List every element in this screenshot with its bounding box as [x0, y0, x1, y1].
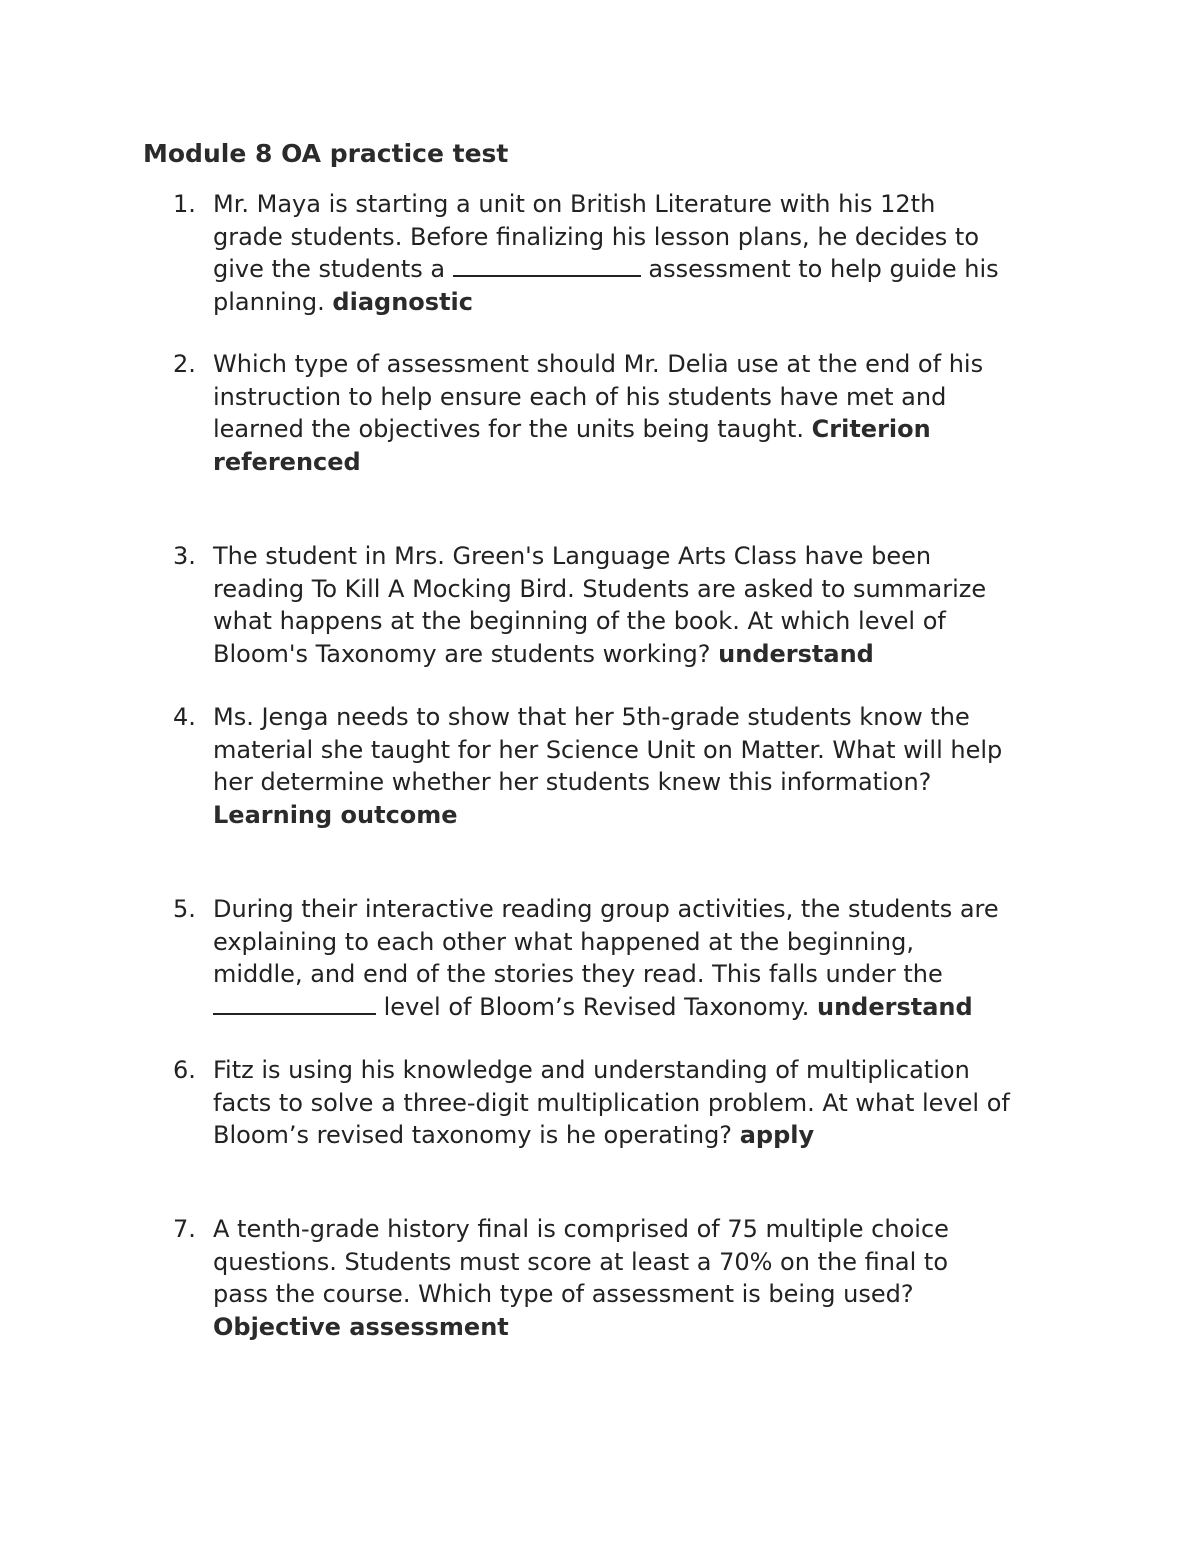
- question-text-line: explaining to each other what happened at the beginning,: [213, 927, 914, 956]
- question-text-line: Fitz is using his knowledge and understanding of multiplication: [213, 1056, 970, 1084]
- question-number: 1.: [173, 190, 196, 218]
- question-text-line: During their interactive reading group activities, the students are: [213, 895, 999, 923]
- document-title: Module 8 OA practice test: [143, 139, 509, 168]
- question-text-line: questions. Students must score at least a 70% on the final to: [213, 1247, 949, 1276]
- answer-text: apply: [739, 1121, 815, 1149]
- question-text: give the students a: [213, 255, 446, 283]
- answer-text: understand: [816, 992, 973, 1021]
- answer-text: Objective assessment: [213, 1312, 509, 1341]
- question-text-line: [213, 1119, 1083, 1152]
- answer-text: understand: [718, 639, 874, 668]
- question-text-line: Which type of assessment should Mr. Delia use at the end of his: [213, 350, 984, 378]
- question-text-line: [213, 413, 1083, 446]
- question-text-line: grade students. Before finalizing his lesson plans, he decides to: [213, 222, 980, 251]
- question-text-line: reading To Kill A Mocking Bird. Students are asked to summarize: [213, 574, 987, 603]
- question-text-line: [213, 286, 1083, 319]
- question-3: [173, 540, 1083, 670]
- answer-text: diagnostic: [332, 287, 473, 316]
- question-2: [173, 348, 1083, 478]
- question-text-line: pass the course. Which type of assessment is being used?: [213, 1280, 914, 1308]
- question-7: [173, 1213, 1083, 1343]
- question-text-line: [213, 991, 1083, 1024]
- question-number: 3.: [173, 542, 196, 570]
- question-number: 2.: [173, 350, 196, 378]
- question-text-line: material she taught for her Science Unit on Matter. What will help: [213, 735, 1003, 764]
- question-text-line: [213, 253, 1083, 286]
- answer-text: referenced: [213, 447, 361, 476]
- question-text: Bloom's Taxonomy are students working?: [213, 639, 711, 668]
- answer-text: Criterion: [811, 415, 931, 443]
- question-text-line: Mr. Maya is starting a unit on British Literature with his 12th: [213, 190, 936, 218]
- question-text-line: The student in Mrs. Green's Language Arts Class have been: [213, 542, 932, 570]
- question-6: [173, 1054, 1083, 1152]
- question-text-line: instruction to help ensure each of his students have met and: [213, 382, 947, 411]
- question-text: Bloom’s revised taxonomy is he operating?: [213, 1121, 733, 1149]
- question-text-line: middle, and end of the stories they read. This falls under the: [213, 960, 943, 988]
- question-number: 4.: [173, 703, 196, 731]
- question-5: [173, 893, 1083, 1023]
- question-number: 6.: [173, 1056, 196, 1084]
- question-text-line: Ms. Jenga needs to show that her 5th-grade students know the: [213, 703, 970, 731]
- question-text-line: what happens at the beginning of the book. At which level of: [213, 607, 946, 635]
- question-4: [173, 701, 1083, 831]
- question-text: level of Bloom’s Revised Taxonomy.: [383, 992, 810, 1021]
- question-text-line: facts to solve a three-digit multiplication problem. At what level of: [213, 1088, 1010, 1117]
- question-text-line: A tenth-grade history final is comprised of 75 multiple choice: [213, 1215, 949, 1243]
- question-number: 5.: [173, 895, 196, 923]
- question-text: planning.: [213, 287, 325, 316]
- question-text: learned the objectives for the units being taught.: [213, 415, 804, 443]
- answer-blank: [453, 253, 641, 277]
- answer-blank: [213, 991, 376, 1015]
- question-1: [173, 188, 1083, 318]
- question-text-line: [213, 638, 1083, 671]
- question-text-line: her determine whether her students knew this information?: [213, 768, 932, 796]
- answer-text: Learning outcome: [213, 800, 458, 829]
- question-number: 7.: [173, 1215, 196, 1243]
- question-text: assessment to help guide his: [648, 255, 999, 283]
